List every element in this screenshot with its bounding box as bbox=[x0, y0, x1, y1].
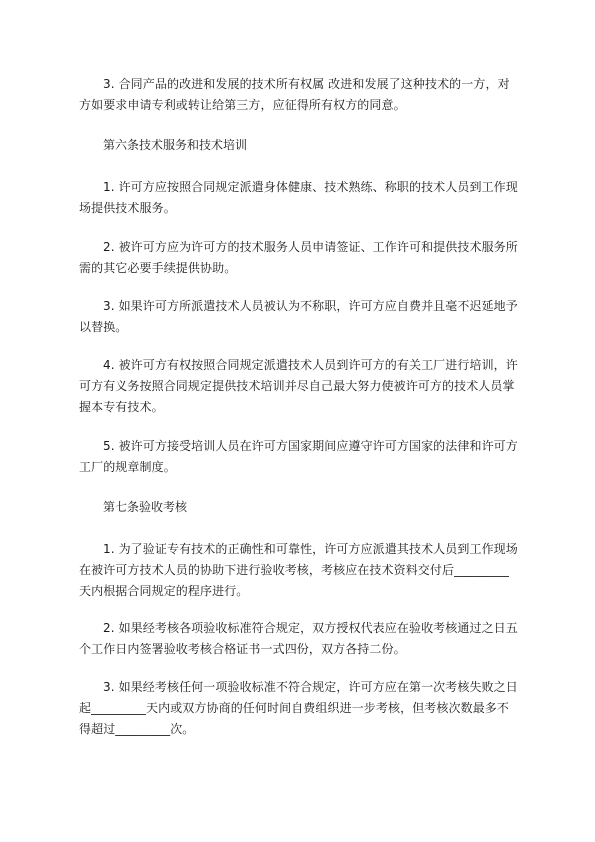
paragraph-7-1: 1. 为了验证专有技术的正确性和可靠性，许可方应派遣其技术人员到工作现场在被许可方技术人员的协助下进行验收考核，考核应在技术资料交付后_________天内根据合同规定的程序进行。 bbox=[79, 542, 518, 598]
section-heading-article-6: 第六条技术服务和技术培训 bbox=[103, 138, 248, 152]
paragraph-6-2: 2. 被许可方应为许可方的技术服务人员申请签证、工作许可和提供技术服务所需的其它必要手续提供协助。 bbox=[79, 240, 518, 275]
paragraph-improvement-ownership: 3. 合同产品的改进和发展的技术所有权属 改进和发展了这种技术的一方，对方如要求申请专利或转让给第三方，应征得所有权方的同意。 bbox=[79, 77, 510, 112]
paragraph-7-2: 2. 如果经考核各项验收标准符合规定，双方授权代表应在验收考核通过之日五个工作日内签署验收考核合格证书一式四份，双方各持二份。 bbox=[79, 621, 518, 656]
paragraph-6-4: 4. 被许可方有权按照合同规定派遣技术人员到许可方的有关工厂进行培训，许可方有义务按照合同规定提供技术培训并尽自己最大努力使被许可方的技术人员掌握本专有技术。 bbox=[79, 358, 518, 414]
paragraph-6-5: 5. 被许可方接受培训人员在许可方国家期间应遵守许可方国家的法律和许可方工厂的规章制度。 bbox=[79, 439, 518, 474]
paragraph-7-3: 3. 如果经考核任何一项验收标准不符合规定，许可方应在第一次考核失败之日起_________天内或双方协商的任何时间自费组织进一步考核，但考核次数最多不得超过_________次。 bbox=[79, 680, 518, 736]
paragraph-6-1: 1. 许可方应按照合同规定派遣身体健康、技术熟练、称职的技术人员到工作现场提供技术服务。 bbox=[79, 180, 518, 215]
paragraph-6-3: 3. 如果许可方所派遣技术人员被认为不称职，许可方应自费并且毫不迟延地予以替换。 bbox=[79, 299, 518, 334]
section-heading-article-7: 第七条验收考核 bbox=[103, 500, 188, 514]
